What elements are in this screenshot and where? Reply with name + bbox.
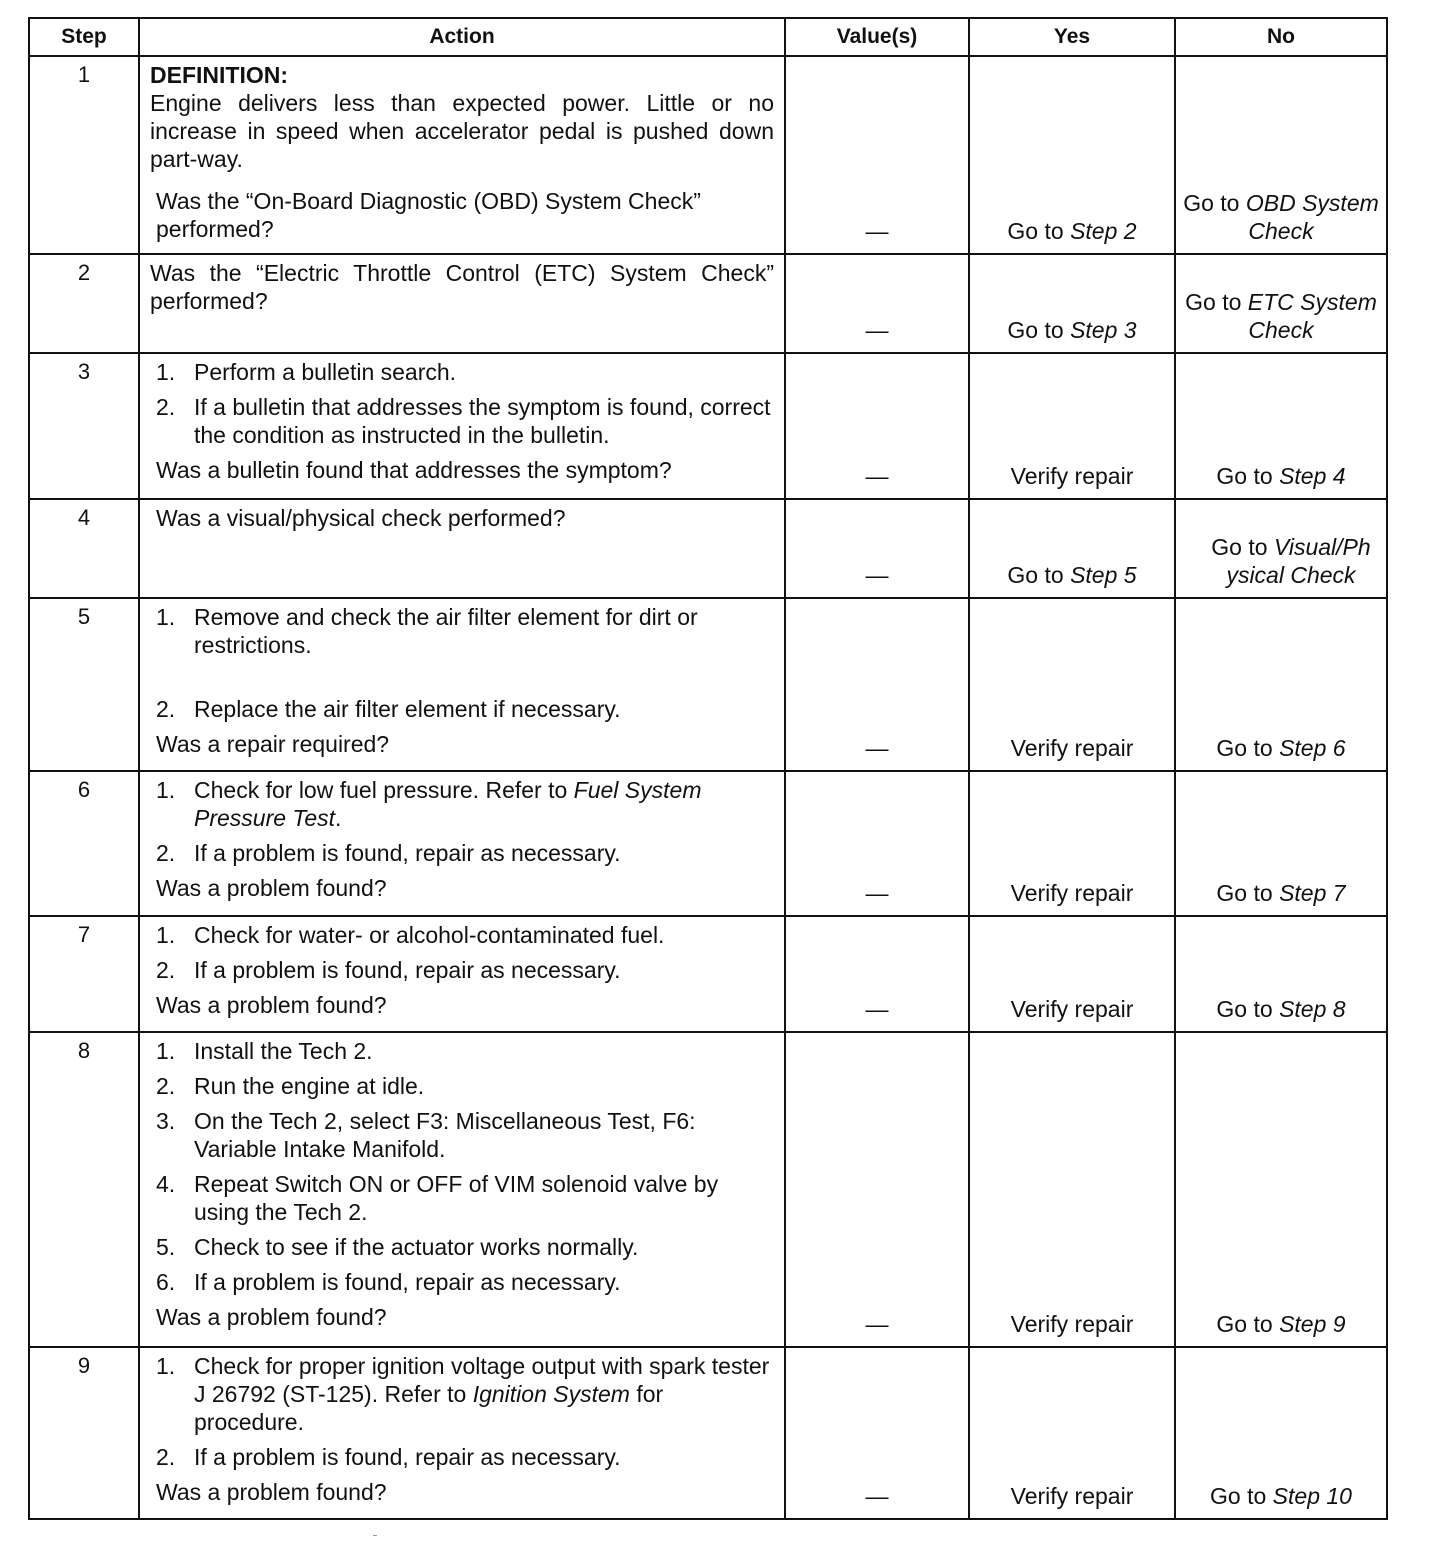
table-row xyxy=(29,771,1387,916)
yes-link[interactable]: Step 5 xyxy=(1070,562,1137,588)
yes-cell xyxy=(969,353,1175,499)
list-item: 2. Replace the air filter element if necessary. xyxy=(156,696,621,722)
step-number: 1 xyxy=(29,56,139,254)
no-link[interactable]: Step 10 xyxy=(1272,1483,1352,1509)
list-item: 1. Remove and check the air filter element for dirt or restrictions. xyxy=(156,604,698,658)
action-cell xyxy=(139,1032,785,1347)
table-row xyxy=(29,916,1387,1032)
value-cell xyxy=(785,56,969,254)
value-dash: — xyxy=(865,880,889,906)
table-row xyxy=(29,56,1387,254)
reference-link[interactable]: Ignition System xyxy=(472,1381,630,1407)
list-item: 1. Install the Tech 2. xyxy=(156,1038,373,1064)
table-row xyxy=(29,499,1387,598)
yes-text: Verify repair xyxy=(1010,880,1134,906)
yes-cell xyxy=(969,916,1175,1032)
no-prefix: Go to xyxy=(1216,463,1280,489)
scan-speck xyxy=(373,1535,377,1536)
no-cell xyxy=(1175,56,1387,254)
list-item: 2. Run the engine at idle. xyxy=(156,1073,425,1099)
question: Was a bulletin found that addresses the symptom? xyxy=(156,457,672,483)
definition-label: DEFINITION: xyxy=(150,62,288,88)
header-row xyxy=(29,18,1387,56)
header-action: Action xyxy=(139,18,785,56)
diagnostic-table xyxy=(28,17,1388,1520)
step-number: 2 xyxy=(29,254,139,353)
list-item: 2. If a bulletin that addresses the symptom is found, correct the condition as instructed in the bulletin. xyxy=(156,394,771,448)
instruction-list xyxy=(150,1037,774,1296)
no-cell xyxy=(1175,916,1387,1032)
step-number: 7 xyxy=(29,916,139,1032)
no-cell xyxy=(1175,1032,1387,1347)
step-number: 3 xyxy=(29,353,139,499)
yes-text: Verify repair xyxy=(1010,996,1134,1022)
table-row xyxy=(29,1032,1387,1347)
no-link[interactable]: Step 6 xyxy=(1279,735,1346,761)
value-dash: — xyxy=(865,1311,889,1337)
yes-text: Verify repair xyxy=(1010,1483,1134,1509)
value-dash: — xyxy=(865,1483,889,1509)
question: Was a problem found? xyxy=(156,1479,387,1505)
question: Was a visual/physical check performed? xyxy=(156,505,566,531)
yes-cell xyxy=(969,1347,1175,1519)
list-item: 1. Check for low fuel pressure. Refer to Fuel System Pressure Test. xyxy=(156,777,702,831)
no-link[interactable]: Step 4 xyxy=(1279,463,1346,489)
no-link[interactable]: Visual/Physical Check xyxy=(1226,534,1371,588)
step-number: 5 xyxy=(29,598,139,771)
no-prefix: Go to xyxy=(1216,996,1280,1022)
list-item: 6. If a problem is found, repair as necessary. xyxy=(156,1269,621,1295)
definition-text: Engine delivers less than expected power. Little or no increase in speed when accelerator pedal is pushed down part-way. xyxy=(150,90,774,172)
no-prefix: Go to xyxy=(1211,534,1268,560)
table-row xyxy=(29,254,1387,353)
no-prefix: Go to xyxy=(1183,190,1246,216)
action-cell xyxy=(139,499,785,598)
header-no: No xyxy=(1175,18,1387,56)
reference-link[interactable]: Fuel System Pressure Test xyxy=(194,777,702,831)
no-cell xyxy=(1175,771,1387,916)
step-number: 8 xyxy=(29,1032,139,1347)
no-prefix: Go to xyxy=(1210,1483,1273,1509)
no-link[interactable]: Step 9 xyxy=(1279,1311,1346,1337)
value-cell xyxy=(785,499,969,598)
value-cell xyxy=(785,1032,969,1347)
yes-cell xyxy=(969,598,1175,771)
table-row xyxy=(29,353,1387,499)
step-number: 4 xyxy=(29,499,139,598)
value-cell xyxy=(785,254,969,353)
no-prefix: Go to xyxy=(1216,880,1280,906)
no-prefix: Go to xyxy=(1185,289,1248,315)
list-item: 5. Check to see if the actuator works normally. xyxy=(156,1234,639,1260)
yes-text: Verify repair xyxy=(1010,735,1134,761)
no-link[interactable]: Step 8 xyxy=(1279,996,1346,1022)
question: Was a problem found? xyxy=(156,992,387,1018)
question: Was a repair required? xyxy=(156,731,390,757)
no-link[interactable]: ETC System Check xyxy=(1247,289,1377,343)
header-values: Value(s) xyxy=(785,18,969,56)
yes-cell xyxy=(969,56,1175,254)
instruction-list xyxy=(150,603,774,723)
no-cell xyxy=(1175,598,1387,771)
yes-prefix: Go to xyxy=(1007,218,1071,244)
yes-text: Verify repair xyxy=(1010,1311,1134,1337)
yes-text: Verify repair xyxy=(1010,463,1134,489)
yes-link[interactable]: Step 3 xyxy=(1070,317,1137,343)
question: Was a problem found? xyxy=(156,1304,387,1330)
yes-cell xyxy=(969,771,1175,916)
value-dash: — xyxy=(865,463,889,489)
value-cell xyxy=(785,1347,969,1519)
list-item: 3. On the Tech 2, select F3: Miscellaneous Test, F6: Variable Intake Manifold. xyxy=(156,1108,696,1162)
yes-prefix: Go to xyxy=(1007,562,1071,588)
instruction-list xyxy=(150,921,774,984)
yes-cell xyxy=(969,1032,1175,1347)
action-cell xyxy=(139,771,785,916)
value-cell xyxy=(785,353,969,499)
no-cell xyxy=(1175,499,1387,598)
question: Was the “On-Board Diagnostic (OBD) System Check” performed? xyxy=(156,188,701,242)
no-cell xyxy=(1175,254,1387,353)
instruction-list xyxy=(150,1352,774,1471)
list-item: 1. Check for proper ignition voltage output with spark tester J 26792 (ST-125). Refer to Ignition System for procedure. xyxy=(156,1353,770,1435)
action-cell xyxy=(139,1347,785,1519)
yes-cell xyxy=(969,499,1175,598)
list-item: 2. If a problem is found, repair as necessary. xyxy=(156,957,621,983)
value-cell xyxy=(785,598,969,771)
value-cell xyxy=(785,916,969,1032)
yes-prefix: Go to xyxy=(1007,317,1071,343)
value-dash: — xyxy=(865,735,889,761)
no-prefix: Go to xyxy=(1216,735,1280,761)
value-dash: — xyxy=(865,996,889,1022)
no-cell xyxy=(1175,353,1387,499)
no-prefix: Go to xyxy=(1216,1311,1280,1337)
no-cell xyxy=(1175,1347,1387,1519)
table-row xyxy=(29,1347,1387,1519)
yes-link[interactable]: Step 2 xyxy=(1070,218,1137,244)
list-item: 1. Check for water- or alcohol-contaminated fuel. xyxy=(156,922,665,948)
value-cell xyxy=(785,771,969,916)
instruction-list xyxy=(150,776,774,867)
list-item: 1. Perform a bulletin search. xyxy=(156,359,457,385)
yes-cell xyxy=(969,254,1175,353)
question: Was the “Electric Throttle Control (ETC) System Check” performed? xyxy=(150,260,774,314)
action-cell xyxy=(139,598,785,771)
list-item: 2. If a problem is found, repair as necessary. xyxy=(156,840,621,866)
action-cell xyxy=(139,353,785,499)
question: Was a problem found? xyxy=(156,875,387,901)
action-cell xyxy=(139,56,785,254)
step-number: 6 xyxy=(29,771,139,916)
value-dash: — xyxy=(865,562,889,588)
header-step: Step xyxy=(29,18,139,56)
list-item: 2. If a problem is found, repair as necessary. xyxy=(156,1444,621,1470)
table-row xyxy=(29,598,1387,771)
header-yes: Yes xyxy=(969,18,1175,56)
no-link[interactable]: Step 7 xyxy=(1279,880,1346,906)
step-number: 9 xyxy=(29,1347,139,1519)
no-link[interactable]: OBD System Check xyxy=(1245,190,1379,244)
value-dash: — xyxy=(865,317,889,343)
list-item: 4. Repeat Switch ON or OFF of VIM solenoid valve by using the Tech 2. xyxy=(156,1171,719,1225)
value-dash: — xyxy=(865,218,889,244)
action-cell xyxy=(139,254,785,353)
action-cell xyxy=(139,916,785,1032)
instruction-list xyxy=(150,358,774,449)
